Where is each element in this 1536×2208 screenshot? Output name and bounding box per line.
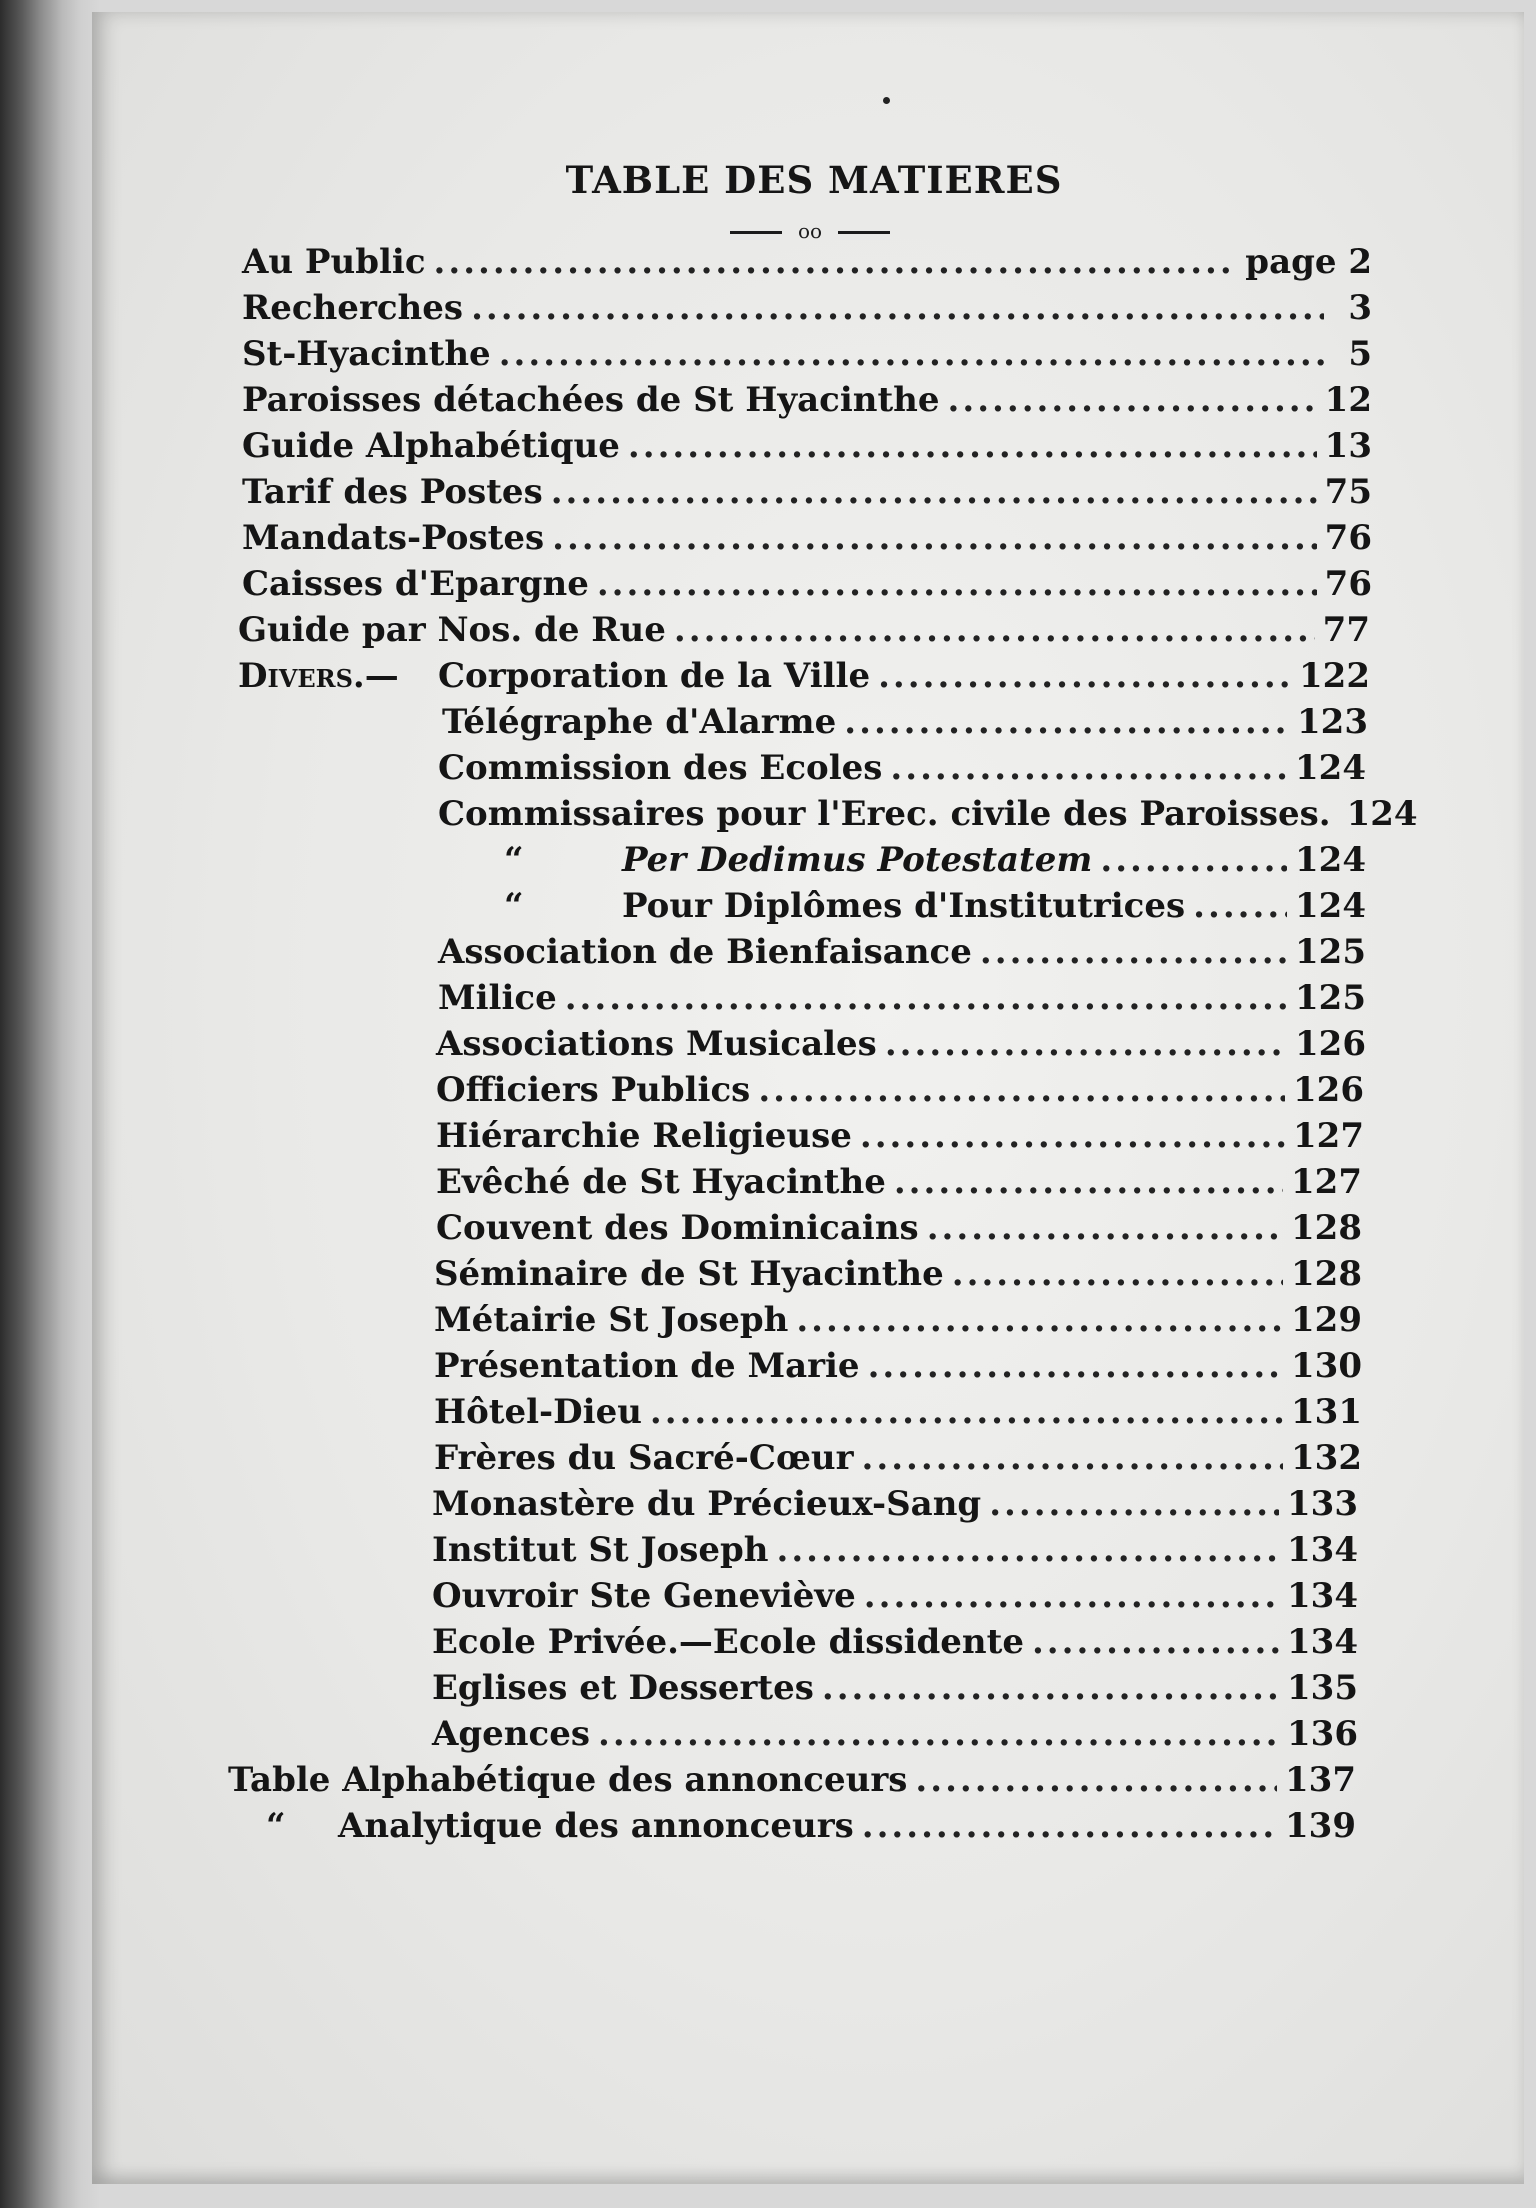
dot-leader — [551, 472, 1317, 512]
dot-leader — [915, 1760, 1277, 1800]
toc-entry — [438, 978, 1366, 1024]
dot-leader — [796, 1300, 1283, 1340]
dot-leader — [989, 1484, 1279, 1524]
dot-leader — [894, 1162, 1283, 1202]
toc-entry — [432, 1576, 1358, 1622]
toc-entry-page: 75 — [1324, 472, 1372, 512]
dot-leader — [822, 1668, 1279, 1708]
toc-entry — [242, 380, 1372, 426]
dot-leader — [1100, 840, 1287, 880]
toc-entry-label: Institut St Joseph — [432, 1530, 769, 1570]
toc-entry-page: 134 — [1287, 1576, 1358, 1616]
toc-entry-page: 125 — [1295, 932, 1366, 972]
toc-entry-page: 5 — [1348, 334, 1372, 374]
toc-entry-page: 122 — [1299, 656, 1370, 696]
toc-entry — [238, 656, 1370, 702]
toc-entry-label: Guide Alphabétique — [242, 426, 620, 466]
toc-entry-label: Per Dedimus Potestatem — [622, 840, 1093, 880]
toc-entry — [438, 748, 1366, 794]
toc-entry-page: 77 — [1322, 610, 1370, 650]
toc-entry-prefix: “ — [266, 1806, 286, 1846]
page-title: TABLE DES MATIERES — [565, 158, 1063, 202]
toc-entry — [242, 472, 1372, 518]
dot-leader — [980, 932, 1287, 972]
toc-entry-page: 13 — [1324, 426, 1372, 466]
toc-entry — [434, 1300, 1362, 1346]
toc-entry-label: Analytique des annonceurs — [338, 1806, 854, 1846]
dot-leader — [598, 1714, 1279, 1754]
toc-entry-page: 124 — [1295, 886, 1366, 926]
dot-leader — [860, 1116, 1285, 1156]
dot-leader — [890, 748, 1287, 788]
toc-entry-label: Eglises et Dessertes — [432, 1668, 814, 1708]
toc-entry — [434, 1346, 1362, 1392]
dot-leader — [434, 242, 1238, 282]
toc-entry-label: Ouvroir Ste Geneviève — [432, 1576, 856, 1616]
toc-entry — [242, 334, 1372, 380]
toc-entry-label: Hôtel-Dieu — [434, 1392, 642, 1432]
toc-entry-page: 127 — [1293, 1116, 1364, 1156]
toc-entry-label: Commission des Ecoles — [438, 748, 883, 788]
toc-entry — [436, 1116, 1364, 1162]
toc-entry-prefix: “ — [504, 840, 524, 880]
dot-leader — [650, 1392, 1283, 1432]
toc-entry — [438, 932, 1366, 978]
toc-entry — [432, 1668, 1358, 1714]
toc-entry — [266, 1806, 1356, 1852]
toc-entry — [242, 564, 1372, 610]
toc-entry-page: 124 — [1295, 748, 1366, 788]
toc-entry-label: Officiers Publics — [436, 1070, 751, 1110]
dot-leader — [868, 1346, 1283, 1386]
dot-leader — [597, 564, 1317, 604]
dot-leader — [952, 1254, 1283, 1294]
toc-entry — [436, 1162, 1362, 1208]
dot-leader — [674, 610, 1315, 650]
toc-entry-page: 131 — [1291, 1392, 1362, 1432]
toc-entry — [242, 288, 1372, 334]
toc-entry-label: Evêché de St Hyacinthe — [436, 1162, 886, 1202]
ink-dot — [883, 97, 890, 104]
dot-leader — [565, 978, 1287, 1018]
toc-entry-prefix: “ — [504, 886, 524, 926]
toc-entry-label: Tarif des Postes — [242, 472, 543, 512]
dot-leader — [885, 1024, 1287, 1064]
dot-leader — [862, 1438, 1283, 1478]
toc-entry — [432, 1714, 1358, 1760]
toc-entry-label: Métairie St Joseph — [434, 1300, 789, 1340]
toc-entry-label: Ecole Privée.—Ecole dissidente — [432, 1622, 1024, 1662]
toc-entry — [242, 242, 1372, 288]
toc-entry-page: page 2 — [1245, 242, 1372, 282]
toc-entry-page: 130 — [1291, 1346, 1362, 1386]
toc-entry-label: Télégraphe d'Alarme — [442, 702, 837, 742]
toc-entry-label: Pour Diplômes d'Institutrices — [622, 886, 1186, 926]
toc-entry-label: Associations Musicales — [436, 1024, 877, 1064]
toc-entry-page: 133 — [1287, 1484, 1358, 1524]
toc-entry — [228, 1760, 1356, 1806]
toc-entry-label: Monastère du Précieux-Sang — [432, 1484, 982, 1524]
toc-entry-page: 125 — [1295, 978, 1366, 1018]
dot-leader — [471, 288, 1324, 328]
toc-entry — [438, 794, 1418, 840]
toc-entry-label: Association de Bienfaisance — [438, 932, 972, 972]
toc-entry — [434, 1254, 1362, 1300]
toc-entry-page: 124 — [1295, 840, 1366, 880]
toc-entry — [504, 840, 1366, 886]
toc-entry — [504, 886, 1366, 932]
toc-entry-page: 128 — [1291, 1254, 1362, 1294]
dot-leader — [864, 1576, 1279, 1616]
toc-entry-page: 126 — [1295, 1024, 1366, 1064]
toc-entry-label: Guide par Nos. de Rue — [238, 610, 666, 650]
toc-entry — [432, 1530, 1358, 1576]
toc-entry-label: St-Hyacinthe — [242, 334, 491, 374]
toc-entry-page: 3 — [1348, 288, 1372, 328]
toc-entry — [432, 1622, 1358, 1668]
toc-entry-page: 76 — [1324, 564, 1372, 604]
toc-entry-label: Milice — [438, 978, 557, 1018]
toc-entry-label: Couvent des Dominicains — [436, 1208, 919, 1248]
toc-entry — [436, 1024, 1366, 1070]
toc-entry-label: Corporation de la Ville — [438, 656, 871, 696]
toc-entry — [436, 1208, 1362, 1254]
toc-entry-page: 129 — [1291, 1300, 1362, 1340]
dot-leader — [862, 1806, 1277, 1846]
dot-leader — [927, 1208, 1283, 1248]
toc-entry — [434, 1392, 1362, 1438]
toc-entry — [242, 518, 1372, 564]
toc-entry — [434, 1438, 1362, 1484]
toc-entry-label: Hiérarchie Religieuse — [436, 1116, 852, 1156]
toc-entry-page: 134 — [1287, 1530, 1358, 1570]
toc-entry — [242, 426, 1372, 472]
toc-entry-page: 127 — [1291, 1162, 1362, 1202]
toc-entry-label: Au Public — [242, 242, 426, 282]
toc-entry-page: 124 — [1346, 794, 1418, 834]
dot-leader — [758, 1070, 1285, 1110]
dot-leader — [499, 334, 1324, 374]
toc-entry-page: 135 — [1287, 1668, 1358, 1708]
dot-leader — [948, 380, 1317, 420]
toc-entry-page: 126 — [1293, 1070, 1364, 1110]
toc-entry-label: Agences — [432, 1714, 590, 1754]
toc-entry — [442, 702, 1368, 748]
dot-leader — [1193, 886, 1287, 926]
toc-entry-label: Présentation de Marie — [434, 1346, 860, 1386]
toc-entry-label: Frères du Sacré-Cœur — [434, 1438, 854, 1478]
dot-leader — [776, 1530, 1279, 1570]
toc-entry — [436, 1070, 1364, 1116]
toc-entry — [238, 610, 1370, 656]
dot-leader — [1032, 1622, 1279, 1662]
toc-entry-page: 123 — [1297, 702, 1368, 742]
toc-entry-page: 128 — [1291, 1208, 1362, 1248]
dot-leader — [878, 656, 1291, 696]
toc-entry-label: Caisses d'Epargne — [242, 564, 589, 604]
toc-entry-page: 137 — [1285, 1760, 1356, 1800]
toc-entry-page: 134 — [1287, 1622, 1358, 1662]
toc-entry-label: Paroisses détachées de St Hyacinthe — [242, 380, 940, 420]
toc-entry-label: Recherches — [242, 288, 464, 328]
toc-entry-label: Table Alphabétique des annonceurs — [228, 1760, 908, 1800]
toc-entry-page: 136 — [1287, 1714, 1358, 1754]
toc-entry-label: Commissaires pour l'Erec. civile des Paroisses. — [438, 794, 1331, 834]
toc-entry-prefix: Divers.— — [238, 656, 399, 696]
dot-leader — [628, 426, 1317, 466]
dot-leader — [552, 518, 1317, 558]
title-ornament: oo — [730, 220, 890, 242]
toc-entry-page: 139 — [1285, 1806, 1356, 1846]
toc-entry-label: Mandats-Postes — [242, 518, 545, 558]
toc-entry-page: 76 — [1324, 518, 1372, 558]
toc-entry-label: Séminaire de St Hyacinthe — [434, 1254, 944, 1294]
toc-entry-page: 132 — [1291, 1438, 1362, 1478]
toc-entry — [432, 1484, 1358, 1530]
dot-leader — [844, 702, 1289, 742]
toc-entry-page: 12 — [1324, 380, 1372, 420]
